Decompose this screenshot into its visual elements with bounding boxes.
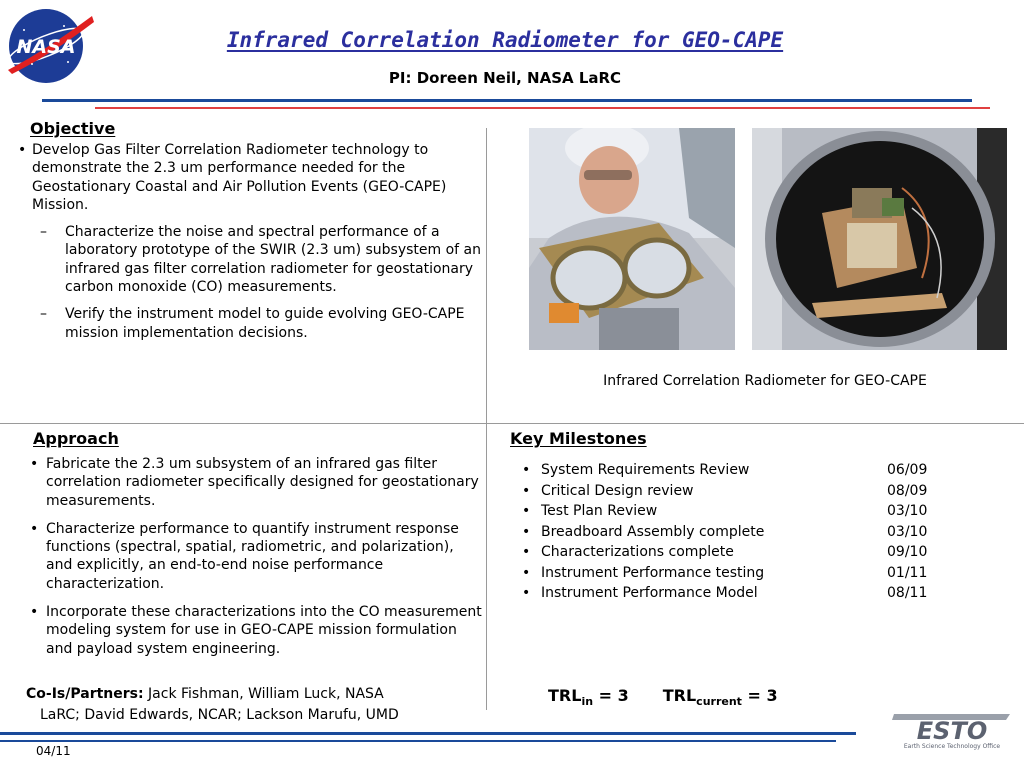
trl-levels	[548, 686, 778, 708]
milestone-item	[522, 460, 952, 481]
objective-heading: Objective	[30, 119, 116, 138]
trl-in-value: = 3	[598, 686, 629, 705]
objective-sub-item: – Characterize the noise and spectral performance of a laboratory prototype of the SWIR (2.3 um) subsystem of an infrared gas filter correlation radiometer for geostationary carbon monoxide (CO) measurements.	[18, 223, 484, 296]
milestone-date: 03/10	[887, 523, 928, 540]
esto-tagline: Earth Science Technology Office	[903, 743, 1001, 750]
esto-logo	[890, 710, 1014, 750]
horizontal-divider	[0, 423, 1024, 424]
footer-rule-secondary	[0, 740, 836, 742]
trl-current-prefix: TRL	[662, 686, 697, 705]
partners-line-2: LaRC; David Edwards, NCAR; Lackson Marufu, UMD	[40, 707, 399, 723]
trl-in-sub: in	[581, 695, 594, 709]
objective-body	[18, 141, 484, 342]
header-rule-blue	[42, 99, 972, 102]
milestones-heading: Key Milestones	[510, 429, 647, 448]
milestone-date: 03/10	[887, 503, 928, 519]
vacuum-chamber-photo	[752, 128, 1007, 350]
milestone-item	[522, 583, 952, 604]
milestone-label: Critical Design review	[541, 482, 694, 499]
milestone-label: Breadboard Assembly complete	[541, 523, 765, 540]
esto-logo-text: ESTO	[916, 717, 988, 745]
objective-sub-item: – Verify the instrument model to guide evolving GEO-CAPE mission implementation decisions.	[18, 305, 484, 342]
page-title: Infrared Correlation Radiometer for GEO-CAPE	[226, 28, 784, 52]
milestone-date: 08/09	[887, 482, 928, 499]
nasa-logo-text: NASA	[16, 36, 76, 58]
milestones-list	[522, 460, 952, 604]
trl-current-value: = 3	[747, 686, 778, 705]
lab-engineer-photo	[529, 128, 735, 350]
approach-heading: Approach	[33, 429, 119, 448]
header-rule-red	[95, 107, 990, 109]
nasa-logo	[2, 6, 94, 86]
footer-rule-blue	[0, 732, 856, 735]
milestone-item	[522, 542, 952, 563]
milestone-label: Instrument Performance Model	[541, 585, 758, 601]
approach-bullet: • Characterize performance to quantify instrument response functions (spectral, spatial, radiometric, and polarization), and explicitly, an end-to-end noise performance characterization.	[28, 520, 484, 593]
milestone-date: 01/11	[887, 564, 928, 581]
milestone-label: Test Plan Review	[541, 503, 658, 519]
milestone-item	[522, 481, 952, 502]
milestone-label: Instrument Performance testing	[541, 564, 765, 581]
partners-line-1: Jack Fishman, William Luck, NASA	[148, 686, 384, 702]
photo-caption: Infrared Correlation Radiometer for GEO-CAPE	[603, 373, 927, 389]
trl-in-prefix: TRL	[548, 686, 582, 705]
milestone-item	[522, 501, 952, 522]
partners-block	[26, 684, 486, 726]
milestone-label: System Requirements Review	[541, 462, 750, 478]
approach-body	[28, 455, 484, 668]
principal-investigator: PI: Doreen Neil, NASA LaRC	[388, 69, 622, 87]
approach-bullet: • Fabricate the 2.3 um subsystem of an infrared gas filter correlation radiometer specifically designed for geostationary measurements.	[28, 455, 484, 510]
milestone-date: 08/11	[887, 585, 928, 601]
milestone-label: Characterizations complete	[541, 544, 734, 560]
milestone-date: 06/09	[887, 462, 928, 478]
partners-label: Co-Is/Partners:	[26, 686, 144, 702]
trl-current-sub: current	[696, 695, 742, 709]
approach-bullet: • Incorporate these characterizations into the CO measurement modeling system for use in GEO-CAPE mission formulation and payload system engineering.	[28, 603, 484, 658]
footer-date: 04/11	[36, 744, 71, 758]
vertical-divider	[486, 128, 487, 710]
milestone-item	[522, 563, 952, 584]
milestone-date: 09/10	[887, 544, 928, 560]
objective-bullet: • Develop Gas Filter Correlation Radiometer technology to demonstrate the 2.3 um performance needed for the Geostationary Coastal and Air Pollution Events (GEO-CAPE) Mission.	[18, 141, 484, 214]
milestone-item	[522, 522, 952, 543]
